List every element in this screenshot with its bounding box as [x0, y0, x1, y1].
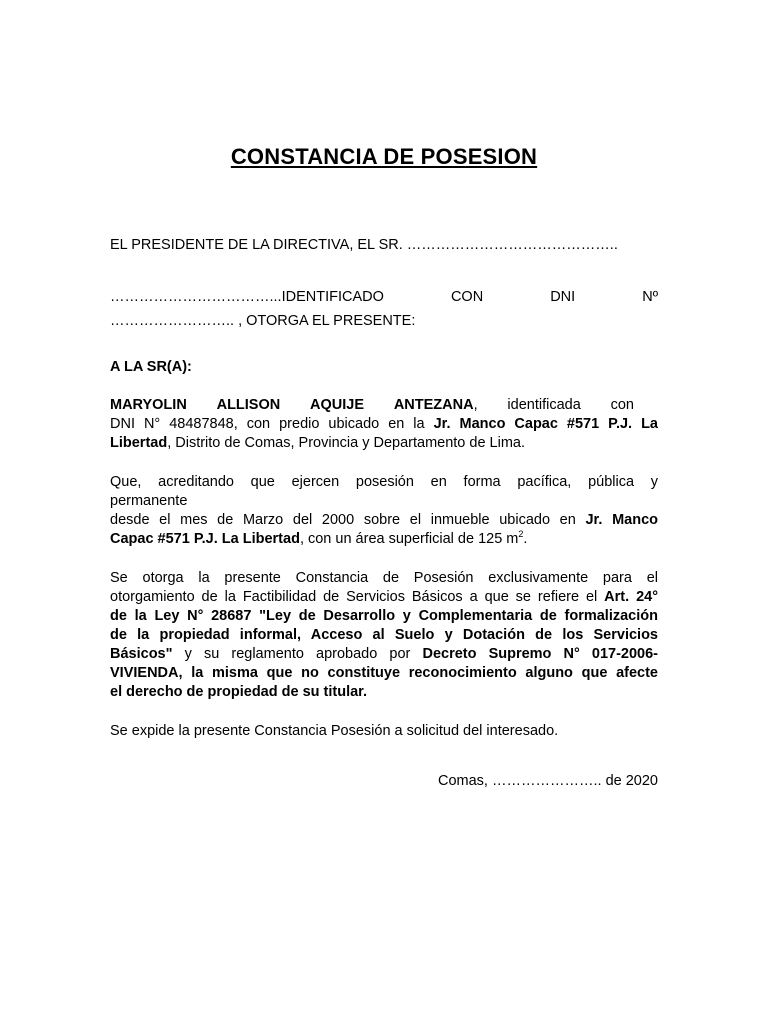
document-title: CONSTANCIA DE POSESION — [230, 144, 538, 169]
intro-con: CON — [450, 289, 484, 305]
para3-basicos-bold: Básicos" — [110, 646, 173, 662]
para3-reglamento-text: y su reglamento aprobado por — [172, 646, 423, 662]
con-word: con — [610, 397, 634, 413]
para3-line-5 — [110, 645, 658, 664]
para3-decreto-bold: Decreto Supremo N° 017-2006- — [422, 646, 658, 662]
para2-line-3 — [110, 511, 658, 530]
para4-text: Se expide la presente Constancia Posesión a solicitud del interesado. — [110, 723, 559, 739]
para2-line-2: permanente — [110, 493, 188, 509]
para2-address-bold: Capac #571 P.J. La Libertad — [110, 531, 300, 547]
para3-line-2 — [110, 588, 658, 607]
para2-since-text: desde el mes de Marzo del 2000 sobre el inmueble ubicado en — [110, 512, 586, 528]
para3-otorgamiento-text: otorgamiento de la Factibilidad de Servicios Básicos a que se refiere el — [110, 589, 605, 605]
intro-numero: Nº — [642, 289, 658, 305]
addressee-heading: A LA SR(A): — [110, 359, 192, 375]
name-second: ALLISON — [216, 397, 281, 413]
para1-line-3 — [110, 434, 525, 453]
para1-line-2 — [110, 415, 658, 434]
para2-area-sup: 2 — [518, 529, 524, 540]
para3-line-4: de la propiedad informal, Acceso al Suelo y Dotación de los Servicios — [110, 627, 658, 643]
para1-libertad-bold: Libertad — [110, 435, 168, 451]
intro-line-2 — [110, 288, 658, 307]
para1-address-bold: Jr. Manco Capac #571 P.J. La — [433, 416, 658, 432]
para3-line-3: de la Ley N° 28687 "Ley de Desarrollo y Complementaria de formalización — [110, 608, 658, 624]
para2-jr-bold: Jr. Manco — [585, 512, 659, 528]
para2-line-4 — [110, 530, 527, 549]
name-first: MARYOLIN — [110, 397, 187, 413]
para1-line-1 — [110, 396, 634, 415]
intro-line-1: EL PRESIDENTE DE LA DIRECTIVA, EL SR. …………………………………….. — [110, 237, 618, 253]
closing-place-date: Comas, ………………….. de 2020 — [438, 773, 658, 789]
para2-period: . — [523, 531, 528, 547]
name-third: AQUIJE — [310, 397, 365, 413]
name-fourth: ANTEZANA — [393, 397, 474, 413]
para3-line-1: Se otorga la presente Constancia de Posesión exclusivamente para el — [110, 570, 658, 586]
para1-district-text: , Distrito de Comas, Provincia y Departamento de Lima. — [167, 435, 526, 451]
para3-article-bold: Art. 24° — [604, 589, 658, 605]
name-last-wrap — [394, 396, 478, 415]
para2-line-1: Que, acreditando que ejercen posesión en forma pacífica, pública y — [110, 474, 658, 490]
name-comma: , — [473, 397, 478, 413]
intro-dots-identificado: ……………………………...IDENTIFICADO — [110, 289, 384, 305]
para1-dni-text: DNI N° 48487848, con predio ubicado en la — [110, 416, 434, 432]
para2-area-text: , con un área superficial de 125 m — [299, 531, 519, 547]
para3-line-6: VIVIENDA, la misma que no constituye reconocimiento alguno que afecte — [110, 665, 658, 681]
intro-dni: DNI — [550, 289, 576, 305]
identified-word: identificada — [507, 397, 581, 413]
para3-line-7: el derecho de propiedad de su titular. — [110, 684, 368, 700]
intro-line-3: …………………….. , OTORGA EL PRESENTE: — [110, 313, 416, 329]
